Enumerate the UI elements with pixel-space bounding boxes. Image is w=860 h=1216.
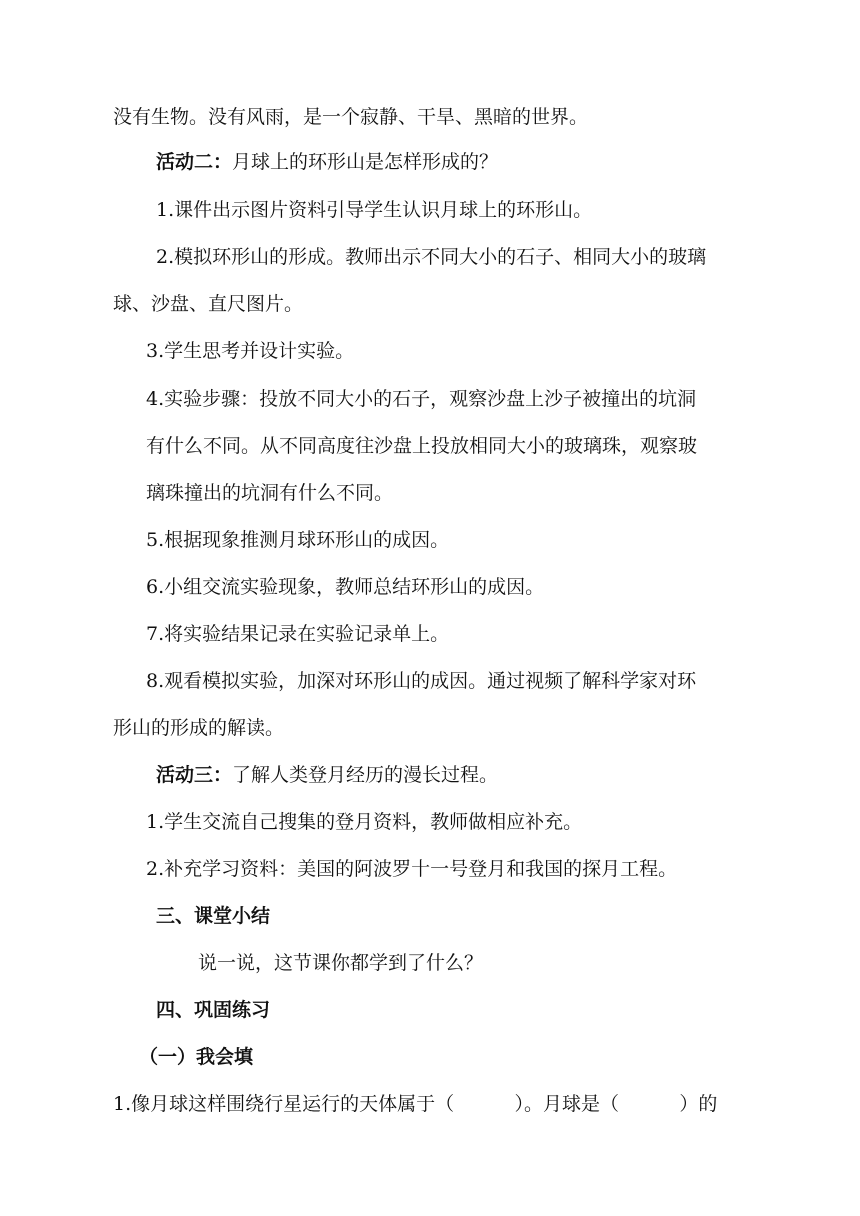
list-item-continuation: 球、沙盘、直尺图片。	[113, 293, 304, 315]
question-line: 1.像月球这样围绕行星运行的天体属于（ ）。月球是（ ）的	[113, 1093, 718, 1115]
paragraph-line: 说一说，这节课你都学到了什么？	[198, 952, 484, 974]
subsection-heading: （一）我会填	[139, 1046, 254, 1068]
list-item-continuation: 有什么不同。从不同高度往沙盘上投放相同大小的玻璃珠，观察玻	[146, 435, 698, 457]
list-item-continuation: 璃珠撞出的坑洞有什么不同。	[146, 482, 394, 504]
list-item: 4.实验步骤：投放不同大小的石子，观察沙盘上沙子被撞出的坑洞	[146, 388, 697, 410]
list-item: 8.观看模拟实验，加深对环形山的成因。通过视频了解科学家对环	[146, 670, 697, 692]
list-item: 2.模拟环形山的形成。教师出示不同大小的石子、相同大小的玻璃	[156, 246, 707, 268]
activity-three-label: 活动三：	[156, 764, 233, 786]
activity-two-label: 活动二：	[156, 151, 233, 173]
paragraph-line: 没有生物。没有风雨，是一个寂静、干旱、黑暗的世界。	[113, 106, 589, 128]
list-item: 5.根据现象推测月球环形山的成因。	[146, 529, 450, 551]
list-item: 1.学生交流自己搜集的登月资料，教师做相应补充。	[146, 811, 583, 833]
list-item: 3.学生思考并设计实验。	[146, 340, 355, 362]
section-heading: 四、巩固练习	[156, 999, 271, 1021]
list-item: 2.补充学习资料：美国的阿波罗十一号登月和我国的探月工程。	[146, 858, 678, 880]
list-item: 1.课件出示图片资料引导学生认识月球上的环形山。	[156, 199, 593, 221]
activity-two-heading	[156, 151, 498, 173]
activity-two-title: 月球上的环形山是怎样形成的？	[232, 151, 499, 173]
activity-three-heading	[156, 764, 498, 786]
list-item: 6.小组交流实验现象，教师总结环形山的成因。	[146, 576, 545, 598]
activity-three-title: 了解人类登月经历的漫长过程。	[232, 764, 499, 786]
section-heading: 三、课堂小结	[156, 905, 271, 927]
list-item-continuation: 形山的形成的解读。	[113, 717, 285, 739]
list-item: 7.将实验结果记录在实验记录单上。	[146, 623, 450, 645]
